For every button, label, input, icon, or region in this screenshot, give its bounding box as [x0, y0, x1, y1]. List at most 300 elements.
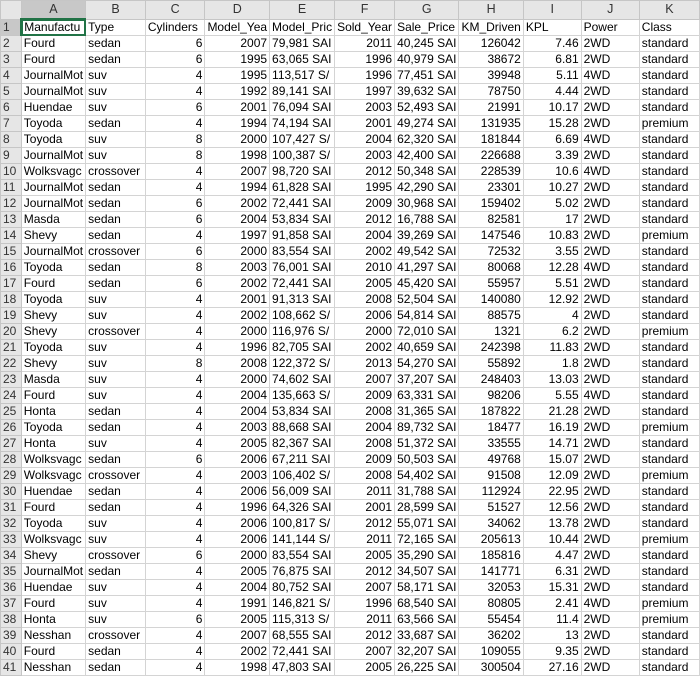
cell-d24[interactable]: 2004: [205, 388, 270, 404]
cell-i21[interactable]: 11.83: [523, 340, 581, 356]
cell-k31[interactable]: standard: [639, 500, 699, 516]
cell-d15[interactable]: 2000: [205, 244, 270, 260]
cell-d13[interactable]: 2004: [205, 212, 270, 228]
cell-i7[interactable]: 15.28: [523, 116, 581, 132]
cell-f1[interactable]: Sold_Year: [335, 19, 395, 36]
cell-k15[interactable]: standard: [639, 244, 699, 260]
cell-d4[interactable]: 1995: [205, 68, 270, 84]
cell-i35[interactable]: 6.31: [523, 564, 581, 580]
row-header-6[interactable]: 6: [1, 100, 22, 116]
cell-h1[interactable]: KM_Driven: [459, 19, 523, 36]
cell-b21[interactable]: suv: [86, 340, 146, 356]
cell-h19[interactable]: 88575: [459, 308, 523, 324]
cell-h34[interactable]: 185816: [459, 548, 523, 564]
cell-a1[interactable]: Manufactu: [21, 19, 85, 36]
cell-i25[interactable]: 21.28: [523, 404, 581, 420]
row-header-22[interactable]: 22: [1, 356, 22, 372]
cell-e18[interactable]: 91,313 SAI: [270, 292, 335, 308]
cell-j31[interactable]: 2WD: [581, 500, 639, 516]
cell-i31[interactable]: 12.56: [523, 500, 581, 516]
cell-f15[interactable]: 2002: [335, 244, 395, 260]
cell-a21[interactable]: Toyoda: [21, 340, 85, 356]
cell-c39[interactable]: 4: [145, 628, 205, 644]
cell-e20[interactable]: 116,976 S/: [270, 324, 335, 340]
cell-c24[interactable]: 4: [145, 388, 205, 404]
cell-f14[interactable]: 2004: [335, 228, 395, 244]
cell-d37[interactable]: 1991: [205, 596, 270, 612]
cell-b16[interactable]: sedan: [86, 260, 146, 276]
cell-k26[interactable]: premium: [639, 420, 699, 436]
cell-d17[interactable]: 2002: [205, 276, 270, 292]
cell-j11[interactable]: 2WD: [581, 180, 639, 196]
cell-e11[interactable]: 61,828 SAI: [270, 180, 335, 196]
cell-c21[interactable]: 4: [145, 340, 205, 356]
cell-a37[interactable]: Fourd: [21, 596, 85, 612]
cell-g5[interactable]: 39,632 SAI: [395, 84, 459, 100]
cell-k19[interactable]: standard: [639, 308, 699, 324]
cell-d5[interactable]: 1992: [205, 84, 270, 100]
cell-b19[interactable]: suv: [86, 308, 146, 324]
cell-g10[interactable]: 50,348 SAI: [395, 164, 459, 180]
row-header-14[interactable]: 14: [1, 228, 22, 244]
row-header-26[interactable]: 26: [1, 420, 22, 436]
row-header-40[interactable]: 40: [1, 644, 22, 660]
cell-k23[interactable]: standard: [639, 372, 699, 388]
cell-d28[interactable]: 2006: [205, 452, 270, 468]
cell-a7[interactable]: Toyoda: [21, 116, 85, 132]
cell-f37[interactable]: 1996: [335, 596, 395, 612]
cell-c37[interactable]: 4: [145, 596, 205, 612]
cell-e22[interactable]: 122,372 S/: [270, 356, 335, 372]
cell-k38[interactable]: premium: [639, 612, 699, 628]
cell-h35[interactable]: 141771: [459, 564, 523, 580]
cell-d21[interactable]: 1996: [205, 340, 270, 356]
cell-e38[interactable]: 115,313 S/: [270, 612, 335, 628]
cell-h27[interactable]: 33555: [459, 436, 523, 452]
cell-a39[interactable]: Nesshan: [21, 628, 85, 644]
cell-a26[interactable]: Toyoda: [21, 420, 85, 436]
cell-d30[interactable]: 2006: [205, 484, 270, 500]
cell-c28[interactable]: 6: [145, 452, 205, 468]
row-header-25[interactable]: 25: [1, 404, 22, 420]
cell-j33[interactable]: 2WD: [581, 532, 639, 548]
cell-e8[interactable]: 107,427 S/: [270, 132, 335, 148]
cell-f30[interactable]: 2011: [335, 484, 395, 500]
cell-b23[interactable]: suv: [86, 372, 146, 388]
cell-i34[interactable]: 4.47: [523, 548, 581, 564]
cell-g16[interactable]: 41,297 SAI: [395, 260, 459, 276]
cell-j38[interactable]: 2WD: [581, 612, 639, 628]
cell-c20[interactable]: 4: [145, 324, 205, 340]
cell-a36[interactable]: Huendae: [21, 580, 85, 596]
cell-f25[interactable]: 2008: [335, 404, 395, 420]
cell-e7[interactable]: 74,194 SAI: [270, 116, 335, 132]
cell-g28[interactable]: 50,503 SAI: [395, 452, 459, 468]
cell-i37[interactable]: 2.41: [523, 596, 581, 612]
row-header-4[interactable]: 4: [1, 68, 22, 84]
cell-i4[interactable]: 5.11: [523, 68, 581, 84]
cell-a4[interactable]: JournalMot: [21, 68, 85, 84]
cell-b12[interactable]: sedan: [86, 196, 146, 212]
cell-j35[interactable]: 2WD: [581, 564, 639, 580]
cell-c31[interactable]: 4: [145, 500, 205, 516]
row-header-7[interactable]: 7: [1, 116, 22, 132]
row-header-9[interactable]: 9: [1, 148, 22, 164]
cell-e31[interactable]: 64,326 SAI: [270, 500, 335, 516]
cell-e37[interactable]: 146,821 S/: [270, 596, 335, 612]
cell-h38[interactable]: 55454: [459, 612, 523, 628]
row-header-12[interactable]: 12: [1, 196, 22, 212]
cell-j34[interactable]: 2WD: [581, 548, 639, 564]
cell-a16[interactable]: Toyoda: [21, 260, 85, 276]
cell-e28[interactable]: 67,211 SAI: [270, 452, 335, 468]
cell-h39[interactable]: 36202: [459, 628, 523, 644]
cell-f35[interactable]: 2012: [335, 564, 395, 580]
cell-h29[interactable]: 91508: [459, 468, 523, 484]
cell-e9[interactable]: 100,387 S/: [270, 148, 335, 164]
cell-i6[interactable]: 10.17: [523, 100, 581, 116]
cell-f17[interactable]: 2005: [335, 276, 395, 292]
cell-k8[interactable]: standard: [639, 132, 699, 148]
cell-e23[interactable]: 74,602 SAI: [270, 372, 335, 388]
cell-c2[interactable]: 6: [145, 36, 205, 52]
cell-c23[interactable]: 4: [145, 372, 205, 388]
cell-f41[interactable]: 2005: [335, 660, 395, 676]
cell-a8[interactable]: Toyoda: [21, 132, 85, 148]
cell-k9[interactable]: standard: [639, 148, 699, 164]
cell-h30[interactable]: 112924: [459, 484, 523, 500]
cell-a22[interactable]: Shevy: [21, 356, 85, 372]
cell-a14[interactable]: Shevy: [21, 228, 85, 244]
cell-b11[interactable]: sedan: [86, 180, 146, 196]
cell-b25[interactable]: sedan: [86, 404, 146, 420]
cell-j6[interactable]: 2WD: [581, 100, 639, 116]
cell-c26[interactable]: 4: [145, 420, 205, 436]
cell-h12[interactable]: 159402: [459, 196, 523, 212]
cell-a31[interactable]: Fourd: [21, 500, 85, 516]
cell-j22[interactable]: 2WD: [581, 356, 639, 372]
cell-g22[interactable]: 54,270 SAI: [395, 356, 459, 372]
cell-e17[interactable]: 72,441 SAI: [270, 276, 335, 292]
cell-e39[interactable]: 68,555 SAI: [270, 628, 335, 644]
cell-g20[interactable]: 72,010 SAI: [395, 324, 459, 340]
cell-j5[interactable]: 2WD: [581, 84, 639, 100]
cell-a2[interactable]: Fourd: [21, 36, 85, 52]
cell-a35[interactable]: JournalMot: [21, 564, 85, 580]
cell-b10[interactable]: crossover: [86, 164, 146, 180]
cell-e10[interactable]: 98,720 SAI: [270, 164, 335, 180]
cell-j17[interactable]: 2WD: [581, 276, 639, 292]
cell-f4[interactable]: 1996: [335, 68, 395, 84]
cell-c40[interactable]: 4: [145, 644, 205, 660]
cell-e2[interactable]: 79,981 SAI: [270, 36, 335, 52]
cell-a10[interactable]: Wolksvagc: [21, 164, 85, 180]
cell-a33[interactable]: Wolksvagc: [21, 532, 85, 548]
cell-i1[interactable]: KPL: [523, 19, 581, 36]
cell-c34[interactable]: 6: [145, 548, 205, 564]
cell-i3[interactable]: 6.81: [523, 52, 581, 68]
cell-g8[interactable]: 62,320 SAI: [395, 132, 459, 148]
cell-g29[interactable]: 54,402 SAI: [395, 468, 459, 484]
cell-j10[interactable]: 4WD: [581, 164, 639, 180]
cell-a17[interactable]: Fourd: [21, 276, 85, 292]
cell-g40[interactable]: 32,207 SAI: [395, 644, 459, 660]
cell-g3[interactable]: 40,979 SAI: [395, 52, 459, 68]
cell-k24[interactable]: standard: [639, 388, 699, 404]
cell-i17[interactable]: 5.51: [523, 276, 581, 292]
cell-g38[interactable]: 63,566 SAI: [395, 612, 459, 628]
cell-f21[interactable]: 2002: [335, 340, 395, 356]
cell-b2[interactable]: sedan: [86, 36, 146, 52]
cell-b30[interactable]: sedan: [86, 484, 146, 500]
cell-a20[interactable]: Shevy: [21, 324, 85, 340]
cell-g11[interactable]: 42,290 SAI: [395, 180, 459, 196]
row-header-10[interactable]: 10: [1, 164, 22, 180]
column-header-j[interactable]: J: [581, 1, 639, 20]
cell-b9[interactable]: suv: [86, 148, 146, 164]
cell-g32[interactable]: 55,071 SAI: [395, 516, 459, 532]
cell-c10[interactable]: 4: [145, 164, 205, 180]
cell-f36[interactable]: 2007: [335, 580, 395, 596]
cell-c16[interactable]: 8: [145, 260, 205, 276]
cell-f31[interactable]: 2001: [335, 500, 395, 516]
cell-d2[interactable]: 2007: [205, 36, 270, 52]
cell-d20[interactable]: 2000: [205, 324, 270, 340]
cell-k40[interactable]: standard: [639, 644, 699, 660]
cell-i36[interactable]: 15.31: [523, 580, 581, 596]
cell-f3[interactable]: 1996: [335, 52, 395, 68]
row-header-29[interactable]: 29: [1, 468, 22, 484]
cell-a23[interactable]: Masda: [21, 372, 85, 388]
cell-k5[interactable]: standard: [639, 84, 699, 100]
cell-j13[interactable]: 2WD: [581, 212, 639, 228]
cell-e36[interactable]: 80,752 SAI: [270, 580, 335, 596]
cell-k28[interactable]: standard: [639, 452, 699, 468]
cell-i8[interactable]: 6.69: [523, 132, 581, 148]
cell-h28[interactable]: 49768: [459, 452, 523, 468]
cell-j9[interactable]: 2WD: [581, 148, 639, 164]
cell-h4[interactable]: 39948: [459, 68, 523, 84]
cell-c11[interactable]: 4: [145, 180, 205, 196]
cell-h20[interactable]: 1321: [459, 324, 523, 340]
row-header-11[interactable]: 11: [1, 180, 22, 196]
cell-k35[interactable]: standard: [639, 564, 699, 580]
row-header-34[interactable]: 34: [1, 548, 22, 564]
cell-e33[interactable]: 141,144 S/: [270, 532, 335, 548]
cell-e3[interactable]: 63,065 SAI: [270, 52, 335, 68]
cell-d29[interactable]: 2003: [205, 468, 270, 484]
cell-f33[interactable]: 2011: [335, 532, 395, 548]
cell-j14[interactable]: 2WD: [581, 228, 639, 244]
cell-h6[interactable]: 21991: [459, 100, 523, 116]
cell-i40[interactable]: 9.35: [523, 644, 581, 660]
cell-k7[interactable]: premium: [639, 116, 699, 132]
cell-c13[interactable]: 6: [145, 212, 205, 228]
cell-k21[interactable]: standard: [639, 340, 699, 356]
column-header-d[interactable]: D: [205, 1, 270, 20]
cell-j28[interactable]: 2WD: [581, 452, 639, 468]
cell-g27[interactable]: 51,372 SAI: [395, 436, 459, 452]
cell-c17[interactable]: 6: [145, 276, 205, 292]
cell-j29[interactable]: 2WD: [581, 468, 639, 484]
cell-b29[interactable]: crossover: [86, 468, 146, 484]
cell-k16[interactable]: standard: [639, 260, 699, 276]
cell-b27[interactable]: suv: [86, 436, 146, 452]
row-header-13[interactable]: 13: [1, 212, 22, 228]
cell-d6[interactable]: 2001: [205, 100, 270, 116]
cell-c27[interactable]: 4: [145, 436, 205, 452]
row-header-35[interactable]: 35: [1, 564, 22, 580]
cell-h8[interactable]: 181844: [459, 132, 523, 148]
row-header-16[interactable]: 16: [1, 260, 22, 276]
cell-f39[interactable]: 2012: [335, 628, 395, 644]
cell-d9[interactable]: 1998: [205, 148, 270, 164]
cell-b41[interactable]: sedan: [86, 660, 146, 676]
cell-a15[interactable]: JournalMot: [21, 244, 85, 260]
row-header-30[interactable]: 30: [1, 484, 22, 500]
cell-g30[interactable]: 31,788 SAI: [395, 484, 459, 500]
cell-a13[interactable]: Masda: [21, 212, 85, 228]
cell-e30[interactable]: 56,009 SAI: [270, 484, 335, 500]
cell-c33[interactable]: 4: [145, 532, 205, 548]
cell-f29[interactable]: 2008: [335, 468, 395, 484]
cell-h18[interactable]: 140080: [459, 292, 523, 308]
cell-c18[interactable]: 4: [145, 292, 205, 308]
cell-d27[interactable]: 2005: [205, 436, 270, 452]
cell-a3[interactable]: Fourd: [21, 52, 85, 68]
cell-a5[interactable]: JournalMot: [21, 84, 85, 100]
column-header-k[interactable]: K: [639, 1, 699, 20]
cell-h32[interactable]: 34062: [459, 516, 523, 532]
cell-f32[interactable]: 2012: [335, 516, 395, 532]
cell-i27[interactable]: 14.71: [523, 436, 581, 452]
cell-g41[interactable]: 26,225 SAI: [395, 660, 459, 676]
cell-b39[interactable]: crossover: [86, 628, 146, 644]
row-header-28[interactable]: 28: [1, 452, 22, 468]
cell-k41[interactable]: standard: [639, 660, 699, 676]
cell-c22[interactable]: 8: [145, 356, 205, 372]
cell-k27[interactable]: standard: [639, 436, 699, 452]
cell-e5[interactable]: 89,141 SAI: [270, 84, 335, 100]
cell-f2[interactable]: 2011: [335, 36, 395, 52]
cell-k12[interactable]: standard: [639, 196, 699, 212]
cell-b4[interactable]: suv: [86, 68, 146, 84]
cell-i18[interactable]: 12.92: [523, 292, 581, 308]
cell-g33[interactable]: 72,165 SAI: [395, 532, 459, 548]
cell-e21[interactable]: 82,705 SAI: [270, 340, 335, 356]
cell-i14[interactable]: 10.83: [523, 228, 581, 244]
cell-e14[interactable]: 91,858 SAI: [270, 228, 335, 244]
cell-b18[interactable]: suv: [86, 292, 146, 308]
cell-c15[interactable]: 6: [145, 244, 205, 260]
cell-f20[interactable]: 2000: [335, 324, 395, 340]
cell-h36[interactable]: 32053: [459, 580, 523, 596]
cell-d8[interactable]: 2000: [205, 132, 270, 148]
cell-h15[interactable]: 72532: [459, 244, 523, 260]
cell-j41[interactable]: 2WD: [581, 660, 639, 676]
row-header-20[interactable]: 20: [1, 324, 22, 340]
cell-k10[interactable]: standard: [639, 164, 699, 180]
cell-a32[interactable]: Toyoda: [21, 516, 85, 532]
cell-b26[interactable]: sedan: [86, 420, 146, 436]
row-header-37[interactable]: 37: [1, 596, 22, 612]
cell-h11[interactable]: 23301: [459, 180, 523, 196]
cell-i2[interactable]: 7.46: [523, 36, 581, 52]
cell-a25[interactable]: Honta: [21, 404, 85, 420]
cell-k39[interactable]: standard: [639, 628, 699, 644]
cell-f40[interactable]: 2007: [335, 644, 395, 660]
cell-d32[interactable]: 2006: [205, 516, 270, 532]
row-header-21[interactable]: 21: [1, 340, 22, 356]
cell-e26[interactable]: 88,668 SAI: [270, 420, 335, 436]
cell-c25[interactable]: 4: [145, 404, 205, 420]
cell-j30[interactable]: 2WD: [581, 484, 639, 500]
column-header-e[interactable]: E: [270, 1, 335, 20]
cell-b33[interactable]: suv: [86, 532, 146, 548]
cell-h16[interactable]: 80068: [459, 260, 523, 276]
cell-g31[interactable]: 28,599 SAI: [395, 500, 459, 516]
row-header-33[interactable]: 33: [1, 532, 22, 548]
cell-c30[interactable]: 4: [145, 484, 205, 500]
cell-b37[interactable]: suv: [86, 596, 146, 612]
cell-c35[interactable]: 4: [145, 564, 205, 580]
cell-h25[interactable]: 187822: [459, 404, 523, 420]
cell-b13[interactable]: sedan: [86, 212, 146, 228]
cell-i19[interactable]: 4: [523, 308, 581, 324]
cell-f12[interactable]: 2009: [335, 196, 395, 212]
row-header-41[interactable]: 41: [1, 660, 22, 676]
cell-k1[interactable]: Class: [639, 19, 699, 36]
cell-j37[interactable]: 4WD: [581, 596, 639, 612]
cell-e13[interactable]: 53,834 SAI: [270, 212, 335, 228]
cell-j19[interactable]: 2WD: [581, 308, 639, 324]
cell-k29[interactable]: premium: [639, 468, 699, 484]
cell-e34[interactable]: 83,554 SAI: [270, 548, 335, 564]
row-header-31[interactable]: 31: [1, 500, 22, 516]
cell-g37[interactable]: 68,540 SAI: [395, 596, 459, 612]
cell-b22[interactable]: suv: [86, 356, 146, 372]
cell-e4[interactable]: 113,517 S/: [270, 68, 335, 84]
cell-b15[interactable]: crossover: [86, 244, 146, 260]
cell-k6[interactable]: standard: [639, 100, 699, 116]
cell-i16[interactable]: 12.28: [523, 260, 581, 276]
cell-c32[interactable]: 4: [145, 516, 205, 532]
cell-d35[interactable]: 2005: [205, 564, 270, 580]
cell-k37[interactable]: premium: [639, 596, 699, 612]
cell-e16[interactable]: 76,001 SAI: [270, 260, 335, 276]
cell-f38[interactable]: 2011: [335, 612, 395, 628]
cell-k13[interactable]: standard: [639, 212, 699, 228]
cell-e29[interactable]: 106,402 S/: [270, 468, 335, 484]
cell-g21[interactable]: 40,659 SAI: [395, 340, 459, 356]
cell-c1[interactable]: Cylinders: [145, 19, 205, 36]
cell-a30[interactable]: Huendae: [21, 484, 85, 500]
cell-c41[interactable]: 4: [145, 660, 205, 676]
row-header-39[interactable]: 39: [1, 628, 22, 644]
cell-b17[interactable]: sedan: [86, 276, 146, 292]
cell-j7[interactable]: 2WD: [581, 116, 639, 132]
cell-c6[interactable]: 6: [145, 100, 205, 116]
cell-d34[interactable]: 2000: [205, 548, 270, 564]
cell-a29[interactable]: Wolksvagc: [21, 468, 85, 484]
row-header-17[interactable]: 17: [1, 276, 22, 292]
cell-h7[interactable]: 131935: [459, 116, 523, 132]
cell-b36[interactable]: suv: [86, 580, 146, 596]
cell-i29[interactable]: 12.09: [523, 468, 581, 484]
cell-i33[interactable]: 10.44: [523, 532, 581, 548]
column-header-c[interactable]: C: [145, 1, 205, 20]
cell-i39[interactable]: 13: [523, 628, 581, 644]
